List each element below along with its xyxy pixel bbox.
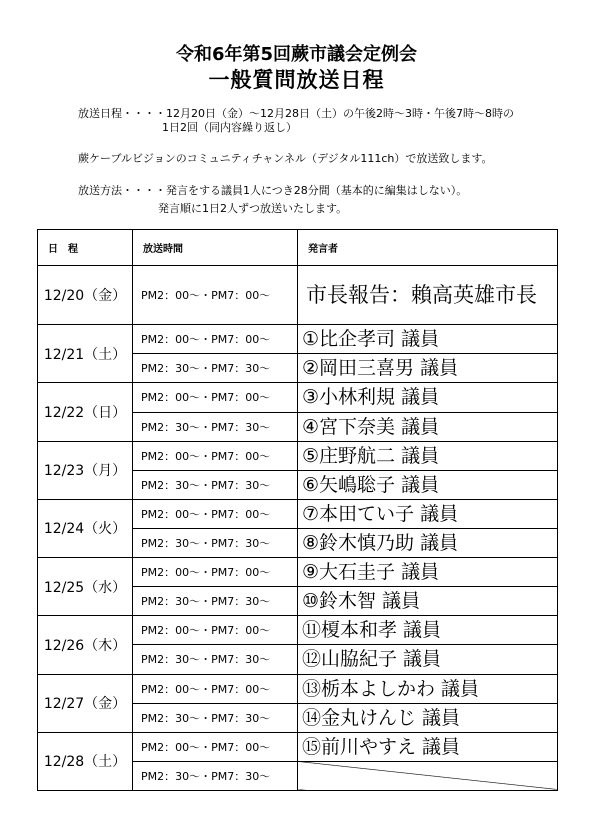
speaker-cell: ⑬栃本よしかわ 議員	[298, 674, 558, 703]
time-cell: PM2：00～・PM7：00～	[133, 266, 298, 325]
date-cell: 12/27（金）	[38, 674, 133, 732]
table-header-row	[38, 230, 558, 266]
table-row	[38, 383, 558, 412]
time-cell: PM2：30～・PM7：30～	[133, 645, 298, 674]
speaker-cell: ⑧鈴木慎乃助 議員	[298, 528, 558, 557]
date-cell: 12/22（日）	[38, 383, 133, 441]
speaker-cell: ⑩鈴木智 議員	[298, 587, 558, 616]
table-row	[38, 616, 558, 645]
speaker-cell: ⑭金丸けんじ 議員	[298, 703, 558, 732]
date-cell: 12/24（火）	[38, 499, 133, 557]
time-cell: PM2：00～・PM7：00～	[133, 732, 298, 761]
date-cell: 12/28（土）	[38, 732, 133, 790]
speaker-cell: ⑤庄野航二 議員	[298, 441, 558, 470]
table-row	[38, 674, 558, 703]
speaker-cell: ⑪榎本和孝 議員	[298, 616, 558, 645]
date-cell: 12/26（木）	[38, 616, 133, 674]
header-time: 放送時間	[133, 230, 298, 266]
document-title: 令和6年第5回蕨市議会定例会	[175, 44, 418, 65]
date-cell: 12/21（土）	[38, 325, 133, 383]
time-cell: PM2：30～・PM7：30～	[133, 354, 298, 383]
broadcast-schedule-table	[37, 229, 558, 791]
speaker-cell: ⑦本田てい子 議員	[298, 499, 558, 528]
table-row	[38, 558, 558, 587]
table-row	[38, 266, 558, 325]
table-row	[38, 499, 558, 528]
date-cell: 12/23（月）	[38, 441, 133, 499]
header-speaker: 発言者	[298, 230, 558, 266]
table-row	[38, 732, 558, 761]
time-cell: PM2：00～・PM7：00～	[133, 383, 298, 412]
document-subtitle: 一般質問放送日程	[208, 68, 385, 92]
time-cell: PM2：30～・PM7：30～	[133, 587, 298, 616]
speaker-cell: ③小林利規 議員	[298, 383, 558, 412]
empty-speaker-cell	[298, 761, 558, 790]
time-cell: PM2：00～・PM7：00～	[133, 558, 298, 587]
time-cell: PM2：30～・PM7：30～	[133, 703, 298, 732]
speaker-cell: ⑥矢嶋聡子 議員	[298, 470, 558, 499]
time-cell: PM2：00～・PM7：00～	[133, 325, 298, 354]
time-cell: PM2：30～・PM7：30～	[133, 412, 298, 441]
table-row	[38, 441, 558, 470]
speaker-cell: ⑨大石圭子 議員	[298, 558, 558, 587]
method-line-1: 放送方法・・・・発言をする議員1人につき28分間（基本的に編集はしない）。	[78, 184, 468, 197]
table-row	[38, 325, 558, 354]
channel-line: 蕨ケーブルビジョンのコミュニティチャンネル（デジタル111ch）で放送致します。	[78, 152, 493, 165]
speaker-cell: ②岡田三喜男 議員	[298, 354, 558, 383]
time-cell: PM2：00～・PM7：00～	[133, 499, 298, 528]
header-date: 日 程	[38, 230, 133, 266]
speaker-cell: ⑮前川やすえ 議員	[298, 732, 558, 761]
speaker-cell: ④宮下奈美 議員	[298, 412, 558, 441]
speaker-cell: ①比企孝司 議員	[298, 325, 558, 354]
time-cell: PM2：30～・PM7：30～	[133, 528, 298, 557]
time-cell: PM2：30～・PM7：30～	[133, 761, 298, 790]
time-cell: PM2：30～・PM7：30～	[133, 470, 298, 499]
time-cell: PM2：00～・PM7：00～	[133, 674, 298, 703]
speaker-cell: ⑫山脇紀子 議員	[298, 645, 558, 674]
time-cell: PM2：00～・PM7：00～	[133, 616, 298, 645]
date-cell: 12/20（金）	[38, 266, 133, 325]
schedule-line-1: 放送日程・・・・12月20日（金）～12月28日（土）の午後2時～3時・午後7時～8時の	[78, 107, 514, 120]
speaker-cell: 市長報告：賴高英雄市長	[298, 266, 558, 325]
time-cell: PM2：00～・PM7：00～	[133, 441, 298, 470]
method-line-2: 発言順に1日2人ずつ放送いたします。	[158, 202, 348, 215]
schedule-line-2: 1日2回（同内容繰り返し）	[162, 121, 297, 134]
date-cell: 12/25（水）	[38, 558, 133, 616]
